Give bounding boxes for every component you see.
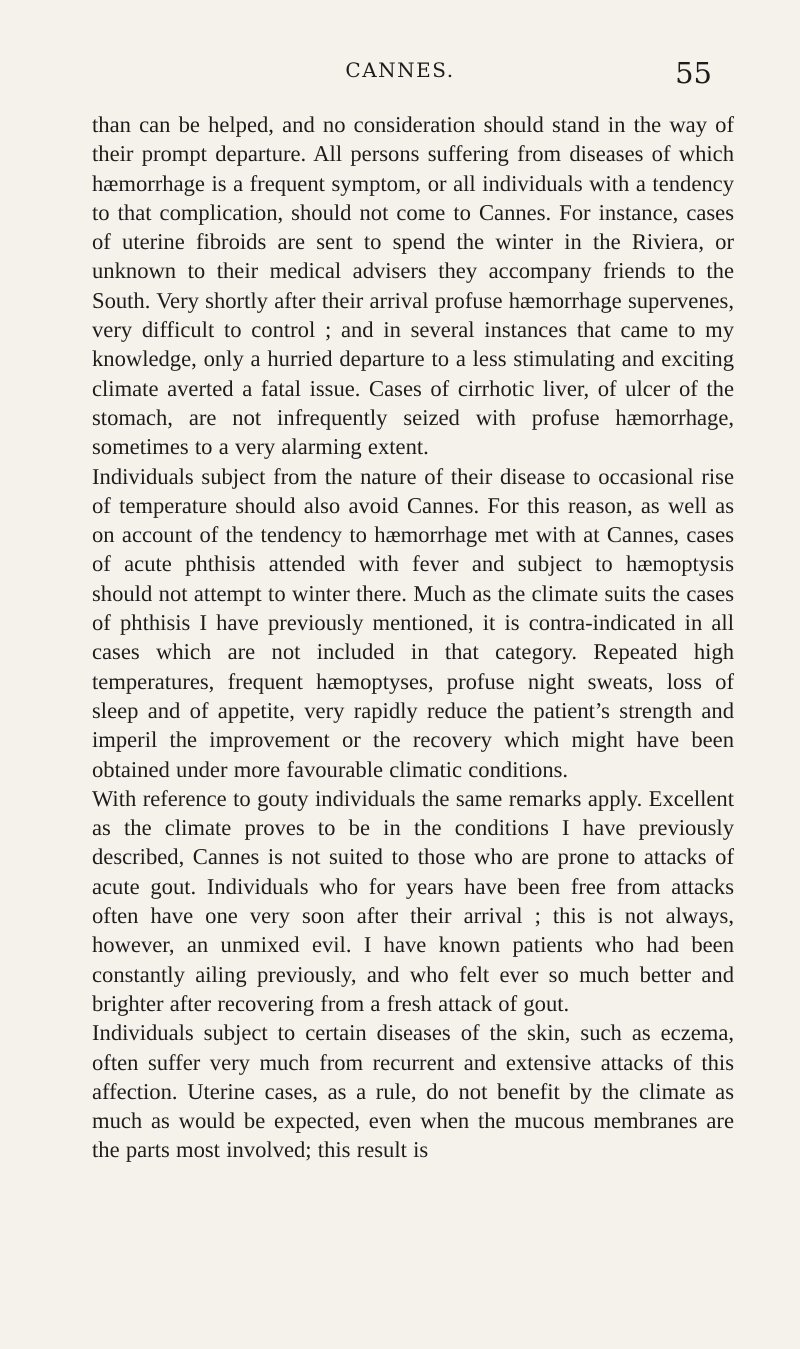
body-text bbox=[92, 110, 734, 1165]
paragraph-continued: than can be helped, and no consideration should stand in the way of their prompt departure. All persons suffering from diseases of which hæmorrhage is a frequent symptom, or all individuals with a tendency to that complication, should not come to Cannes. For instance, cases of uterine fibroids are sent to spend the winter in the Riviera, or unknown to their medical advisers they accompany friends to the South. Very shortly after their arrival profuse hæmorrhage supervenes, very difficult to control ; and in several instances that came to my knowledge, only a hurried departure to a less stimulating and exciting climate averted a fatal issue. Cases of cirrhotic liver, of ulcer of the stomach, are not infrequently seized with profuse hæmorrhage, sometimes to a very alarming extent. bbox=[92, 112, 734, 460]
running-head bbox=[0, 56, 800, 96]
running-title: CANNES. bbox=[345, 58, 455, 82]
paragraph-skin-diseases: Individuals subject to certain diseases of the skin, such as eczema, often suffer very much from recurrent and extensive attacks of this affection. Uterine cases, as a rule, do not benefit by the climate as much as would be expected, even when the mucous membranes are the parts most involved; this result is bbox=[92, 1020, 734, 1163]
paragraph-gout: With reference to gouty individuals the same remarks apply. Excellent as the climate proves to be in the conditions I have previously described, Cannes is not suited to those who are prone to attacks of acute gout. Individuals who for years have been free from attacks often have one very soon after their arrival ; this is not always, however, an unmixed evil. I have known patients who had been constantly ailing previously, and who felt ever so much better and brighter after recovering from a fresh attack of gout. bbox=[92, 785, 734, 1016]
paragraph-temperature: Individuals subject from the nature of their disease to occasional rise of temperature should also avoid Cannes. For this reason, as well as on account of the tendency to hæmorrhage met with at Cannes, cases of acute phthisis attended with fever and subject to hæmoptysis should not attempt to winter there. Much as the climate suits the cases of phthisis I have previously mentioned, it is contra-indicated in all cases which are not included in that category. Repeated high temperatures, frequent hæmoptyses, profuse night sweats, loss of sleep and of appetite, very rapidly reduce the patient’s strength and imperil the improvement or the recovery which might have been obtained under more favourable climatic conditions. bbox=[92, 463, 734, 782]
page-number: 55 bbox=[675, 56, 712, 90]
